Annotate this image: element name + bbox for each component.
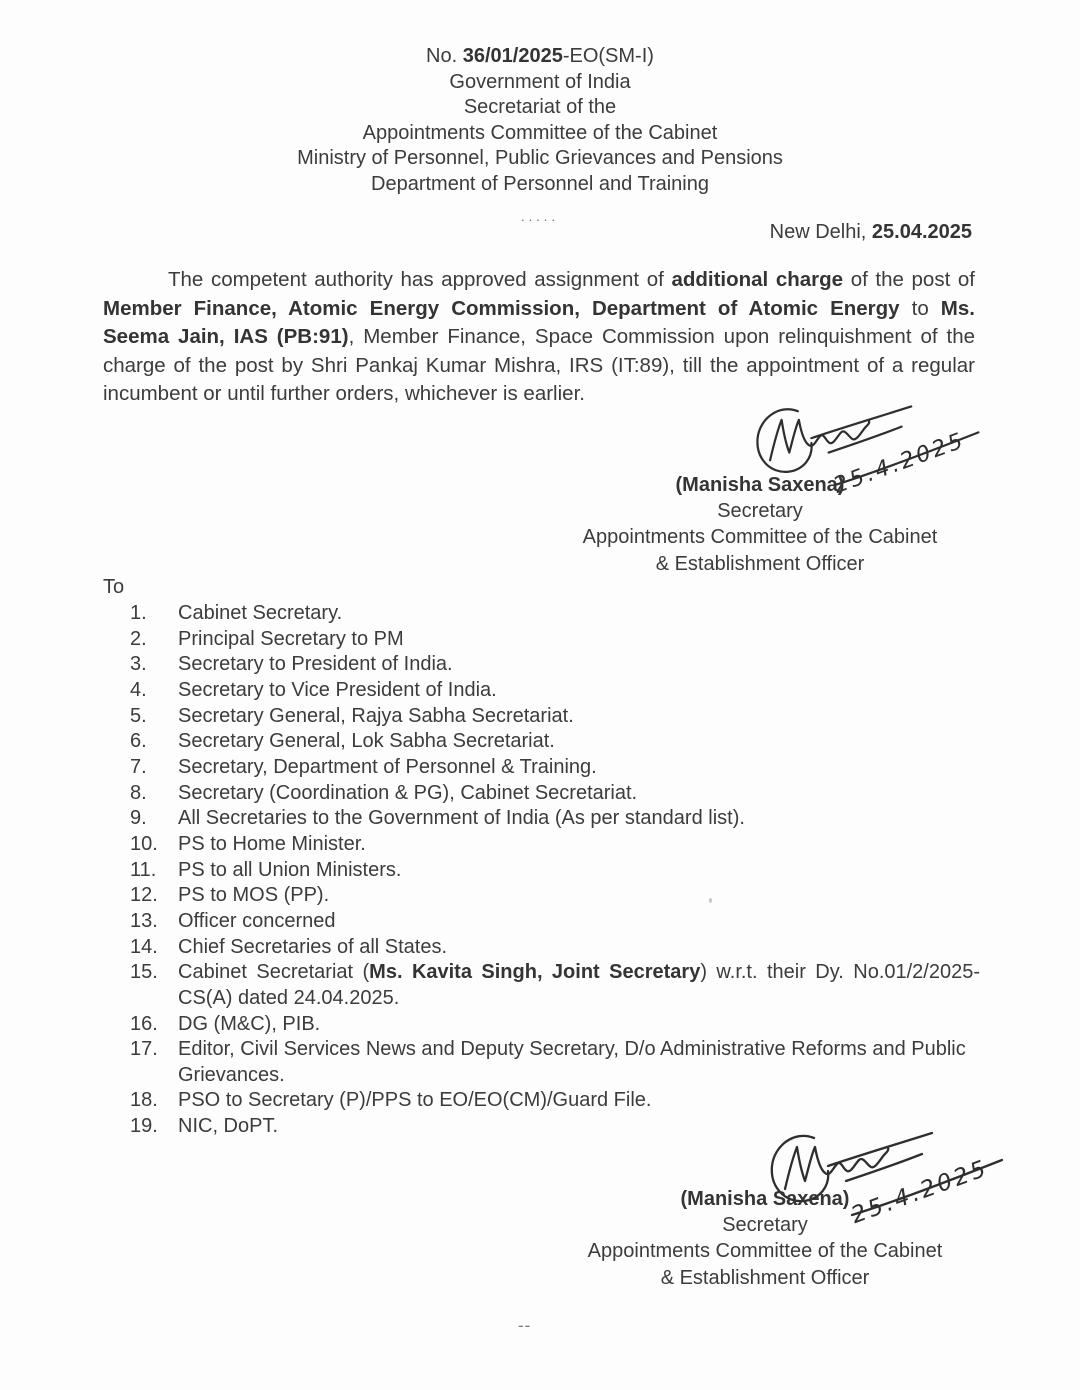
recipient-number: 13. (130, 909, 158, 932)
recipient-text (178, 781, 980, 807)
separator-dots: ..... (520, 208, 560, 224)
recipient-text (178, 1012, 980, 1038)
text-segment: Chief Secretaries of all States. (178, 935, 448, 958)
signatory-name: (Manisha Saxena) (675, 474, 845, 496)
page-footer-mark: -- (518, 1316, 532, 1335)
recipient-text (178, 1088, 980, 1114)
text-segment: New Delhi, (769, 221, 872, 243)
recipient-item (130, 1012, 980, 1038)
org-line-government: Government of India (449, 70, 631, 93)
signature-under-stroke (846, 1154, 922, 1181)
place-date-line (770, 221, 972, 244)
recipient-number: 10. (130, 832, 158, 855)
org-line-committee: Appointments Committee of the Cabinet (362, 121, 718, 144)
signature-block-top (540, 472, 980, 577)
signatory-title: Secretary (722, 1214, 808, 1237)
handwritten-date: 25.4.2025 (847, 1155, 993, 1230)
text-segment: , Member Finance, Space Commission upon relinquishment of the charge of the post by Shri Pankaj Kumar Mishra, IRS (IT:89), till the appointment of a regular incumbent or until further orders, whichever is earlier. (103, 325, 975, 406)
text-segment: All Secretaries to the Government of India (As per standard list). (178, 807, 745, 830)
text-segment: Cabinet Secretary. (178, 602, 343, 624)
text-segment: Secretary to President of India. (178, 653, 453, 676)
recipient-item (130, 806, 980, 832)
recipient-item (130, 627, 980, 653)
recipient-number: 7. (130, 755, 147, 778)
text-segment: to (899, 296, 941, 320)
recipient-item (130, 755, 980, 781)
text-segment: Secretary General, Lok Sabha Secretariat. (178, 730, 555, 753)
recipient-number: 8. (130, 781, 147, 804)
text-segment: ) w.r.t. their Dy. No.01/2/2025-CS(A) dated 24.04.2025. (178, 961, 981, 1009)
recipient-item (130, 1037, 980, 1088)
signatory-name: (Manisha Saxena) (680, 1188, 850, 1210)
signatory-org-line1: Appointments Committee of the Cabinet (587, 1240, 943, 1263)
recipient-item (130, 678, 980, 704)
text-segment: of the post of (843, 268, 975, 291)
recipient-text (178, 627, 980, 653)
signature-block-bottom (545, 1186, 985, 1291)
recipient-item (130, 909, 980, 935)
text-segment: PSO to Secretary (P)/PPS to EO/EO(CM)/Guard File. (178, 1089, 652, 1112)
recipient-number: 16. (130, 1012, 158, 1035)
org-line-secretariat: Secretariat of the (463, 96, 617, 119)
signature-initial-m (785, 1147, 888, 1189)
text-segment: Secretary to Vice President of India. (178, 678, 497, 701)
recipient-text (178, 909, 980, 935)
text-segment: Principal Secretary to PM (178, 627, 404, 650)
recipient-number: 2. (130, 627, 147, 650)
letter-header (0, 44, 1080, 229)
text-segment: Secretary (Coordination & PG), Cabinet Secretariat. (178, 781, 638, 804)
recipient-number: 9. (130, 807, 147, 830)
recipient-number: 1. (130, 602, 147, 624)
recipient-text (178, 678, 980, 704)
recipient-text (178, 1037, 980, 1088)
text-segment: PS to all Union Ministers. (178, 858, 402, 881)
text-segment: Secretary General, Rajya Sabha Secretariat. (178, 704, 574, 727)
text-segment: Editor, Civil Services News and Deputy Secretary, D/o Administrative Reforms and Public Grievances. (178, 1038, 966, 1086)
text-segment: NIC, DoPT. (178, 1115, 279, 1138)
reference-number (0, 44, 1080, 70)
recipient-text (178, 729, 980, 755)
signature-initial-m (770, 420, 869, 460)
recipient-number: 5. (130, 704, 147, 727)
recipient-text (178, 652, 980, 678)
bold-text-segment: 36/01/2025 (462, 45, 563, 67)
recipient-item (130, 858, 980, 884)
recipient-list (130, 601, 980, 1140)
text-segment: PS to Home Minister. (178, 832, 366, 855)
recipient-number: 11. (130, 858, 157, 881)
recipient-item (130, 652, 980, 678)
text-segment: The competent authority has approved assignment of (168, 268, 672, 291)
recipient-text (178, 806, 980, 832)
recipient-item (130, 729, 980, 755)
recipient-number: 4. (130, 678, 147, 701)
text-segment: Secretary, Department of Personnel & Training. (178, 755, 597, 778)
recipient-number: 14. (130, 935, 158, 958)
signatory-org-line2: & Establishment Officer (655, 552, 865, 575)
bold-text-segment: Ms. Kavita Singh, Joint Secretary (369, 961, 701, 984)
recipient-item (130, 1088, 980, 1114)
recipient-item (130, 601, 980, 627)
recipient-item (130, 935, 980, 961)
recipient-item (130, 704, 980, 730)
recipient-number: 18. (130, 1089, 158, 1112)
recipient-text (178, 755, 980, 781)
signatory-title: Secretary (717, 500, 803, 523)
text-segment: Cabinet Secretariat ( (178, 961, 370, 984)
order-paragraph (103, 266, 975, 409)
recipient-number: 3. (130, 653, 147, 676)
recipient-item (130, 960, 980, 1011)
org-line-department: Department of Personnel and Training (371, 172, 709, 195)
signature-under-stroke (829, 427, 902, 453)
handwritten-date: 25.4.2025 (830, 428, 969, 499)
signatory-org-line1: Appointments Committee of the Cabinet (582, 526, 938, 549)
scan-artifact-dot (709, 898, 712, 903)
text-segment: Officer concerned (178, 909, 336, 932)
bold-text-segment: Ms. Seema Jain, IAS (PB:91) (103, 296, 975, 349)
recipient-number: 12. (130, 884, 158, 907)
bold-text-segment: 25.04.2025 (871, 221, 972, 243)
recipient-text (178, 935, 980, 961)
recipient-number: 17. (130, 1038, 158, 1061)
recipient-number: 15. (130, 961, 158, 984)
recipient-item (130, 781, 980, 807)
org-line-ministry: Ministry of Personnel, Public Grievances and Pensions (297, 147, 783, 170)
recipient-text (178, 601, 980, 627)
text-segment: PS to MOS (PP). (178, 884, 330, 907)
recipient-text (178, 960, 980, 1011)
recipient-text (178, 832, 980, 858)
recipient-item (130, 883, 980, 909)
signatory-org-line2: & Establishment Officer (660, 1266, 870, 1289)
text-segment: No. (426, 45, 463, 67)
recipient-number: 6. (130, 730, 147, 753)
bold-text-segment: additional charge (671, 268, 844, 291)
recipient-number: 19. (130, 1115, 158, 1138)
recipient-item (130, 832, 980, 858)
recipient-text (178, 883, 980, 909)
text-segment: DG (M&C), PIB. (178, 1012, 321, 1035)
recipient-text (178, 858, 980, 884)
to-label: To (103, 576, 125, 598)
bold-text-segment: Member Finance, Atomic Energy Commission, Department of Atomic Energy (103, 296, 900, 320)
text-segment: -EO(SM-I) (562, 45, 654, 67)
recipient-text (178, 704, 980, 730)
